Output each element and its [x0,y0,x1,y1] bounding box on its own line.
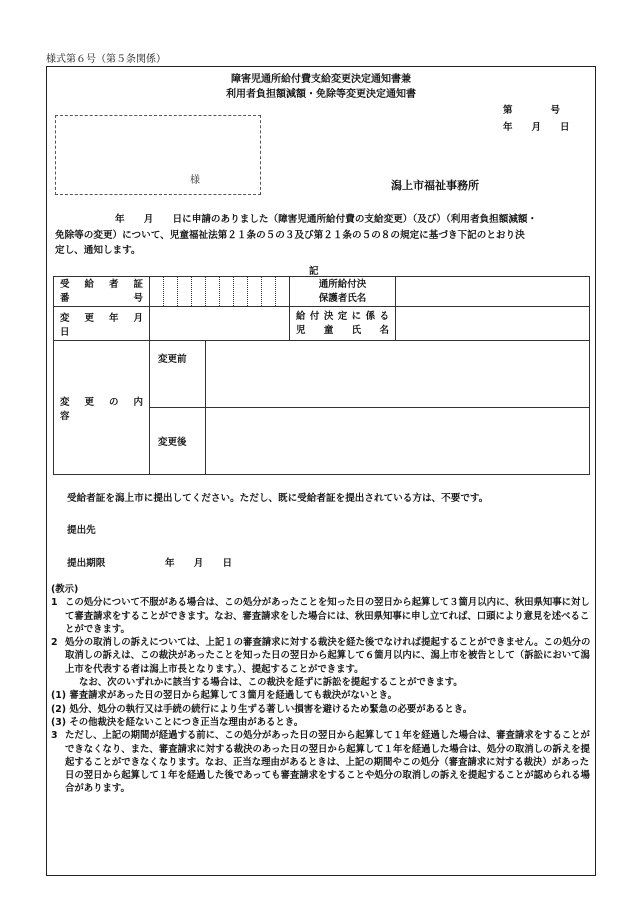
cert-digit-box [206,277,220,307]
child-name-value [396,307,590,341]
instruction-item-2-continued: なお、次のいずれかに該当する場合は、この裁決を経ずに訴訟を提起することができます。 [79,677,463,689]
cert-digit-box [150,277,164,307]
instruction-sub-item: (3) その他裁決を経ないことにつき正当な理由があるとき。 [51,716,304,728]
document-number-label: 第 号 [503,105,561,116]
issue-date-label: 年 月 日 [503,122,570,133]
decision-table [53,276,590,475]
submit-to-label: 提出先 [67,525,96,536]
table-row [54,277,590,307]
body-line-3: 定し、通知します。 [55,245,141,256]
issuing-office-name: 潟上市福祉事務所 [391,179,479,192]
form-number: 様式第６号（第５条関係） [46,54,166,65]
notice-body [55,212,585,259]
before-change-label: 変更前 [150,341,206,408]
guardian-name-label: 通所給付決 保護者氏名 [290,277,396,307]
recipient-cert-label: 受 給 者 証 番 号 [54,277,150,307]
table-row [54,307,590,341]
cert-digit-box [234,277,248,307]
guardian-name-value [396,277,590,307]
body-line-2: 免除等の変更）について、児童福祉法第２１条の５の３及び第２１条の５の８の規定に基づき下記のとおり決 [55,229,525,241]
ki-label: 記 [309,266,319,277]
change-date-label: 変 更 年 月 日 [54,307,150,341]
document-frame [46,66,596,876]
recipient-address-box [55,115,261,195]
cert-digit-box [192,277,206,307]
cert-digit-box [262,277,276,307]
cert-digit-box [164,277,178,307]
change-date-value [150,307,290,341]
instructions-section [51,583,591,796]
instruction-item: 2 処分の取消しの訴えについては、上記１の審査請求に対する裁決を経た後でなければ提起することができません。この処分の取消しの訴えは、この裁決があったことを知った日の翌日から起算して６箇月以内に、潟上市を被告として（訴訟において潟上市を代表する者は潟上市長となります。）、提起することができます。 [51,637,591,675]
cert-digit-box [220,277,234,307]
document-title: 障害児通所給付費支給変更決定通知書兼 [231,74,411,85]
body-line-1: 年 月 日に申請のありました（障害児通所給付費の支給変更）（及び）（利用者負担額減額・ [115,214,538,225]
instruction-item: 1 この処分について不服がある場合は、この処分があったことを知った日の翌日から起算して３箇月以内に、秋田県知事に対して審査請求をすることができます。なお、審査請求をした場合には、秋田県知事に申し立てれば、口頭により意見を述べることができます。 [51,597,590,635]
cert-digit-box [276,277,290,307]
after-change-label: 変更後 [150,408,206,475]
child-name-label: 給付決定に係る 児 童 氏 名 [290,307,396,341]
instruction-sub-item: (1) 審査請求があった日の翌日から起算して３箇月を経過しても裁決がないとき。 [51,690,398,702]
after-change-value [206,408,590,475]
instruction-item: 3 ただし、上記の期間が経過する前に、この処分があった日の翌日から起算して１年を経過した場合は、審査請求をすることができなくなり、また、審査請求に対する裁決のあった日の翌日から起算して１年を経過した場合は、処分の取消しの訴えを提起することができなくなります。なお、正当な理由があるときは、上記の期間やこの処分（審査請求に対する裁決）があった日の翌日から起算して１年を経過した後であっても審査請求をすることや処分の取消しの訴えを提起することが認められる場合があります。 [51,730,590,795]
instructions-heading: (教示) [51,584,79,595]
cert-digit-box [178,277,192,307]
change-content-label: 変 更 の 内 容 [54,341,150,475]
deadline-value: 年 月 日 [165,558,233,569]
instruction-sub-item: (2) 処分、処分の執行又は手続の続行により生ずる著しい損害を避けるため緊急の必要があるとき。 [51,703,473,715]
document-subtitle: 利用者負担額減額・免除等変更決定通知書 [226,89,416,100]
deadline-label: 提出期限 [67,558,106,569]
table-row [54,341,590,408]
before-change-value [206,341,590,408]
honorific-sama: 様 [190,175,200,186]
cert-digit-box [248,277,262,307]
submit-note: 受給者証を潟上市に提出してください。ただし、既に受給者証を提出されている方は、不要です。 [67,493,489,504]
